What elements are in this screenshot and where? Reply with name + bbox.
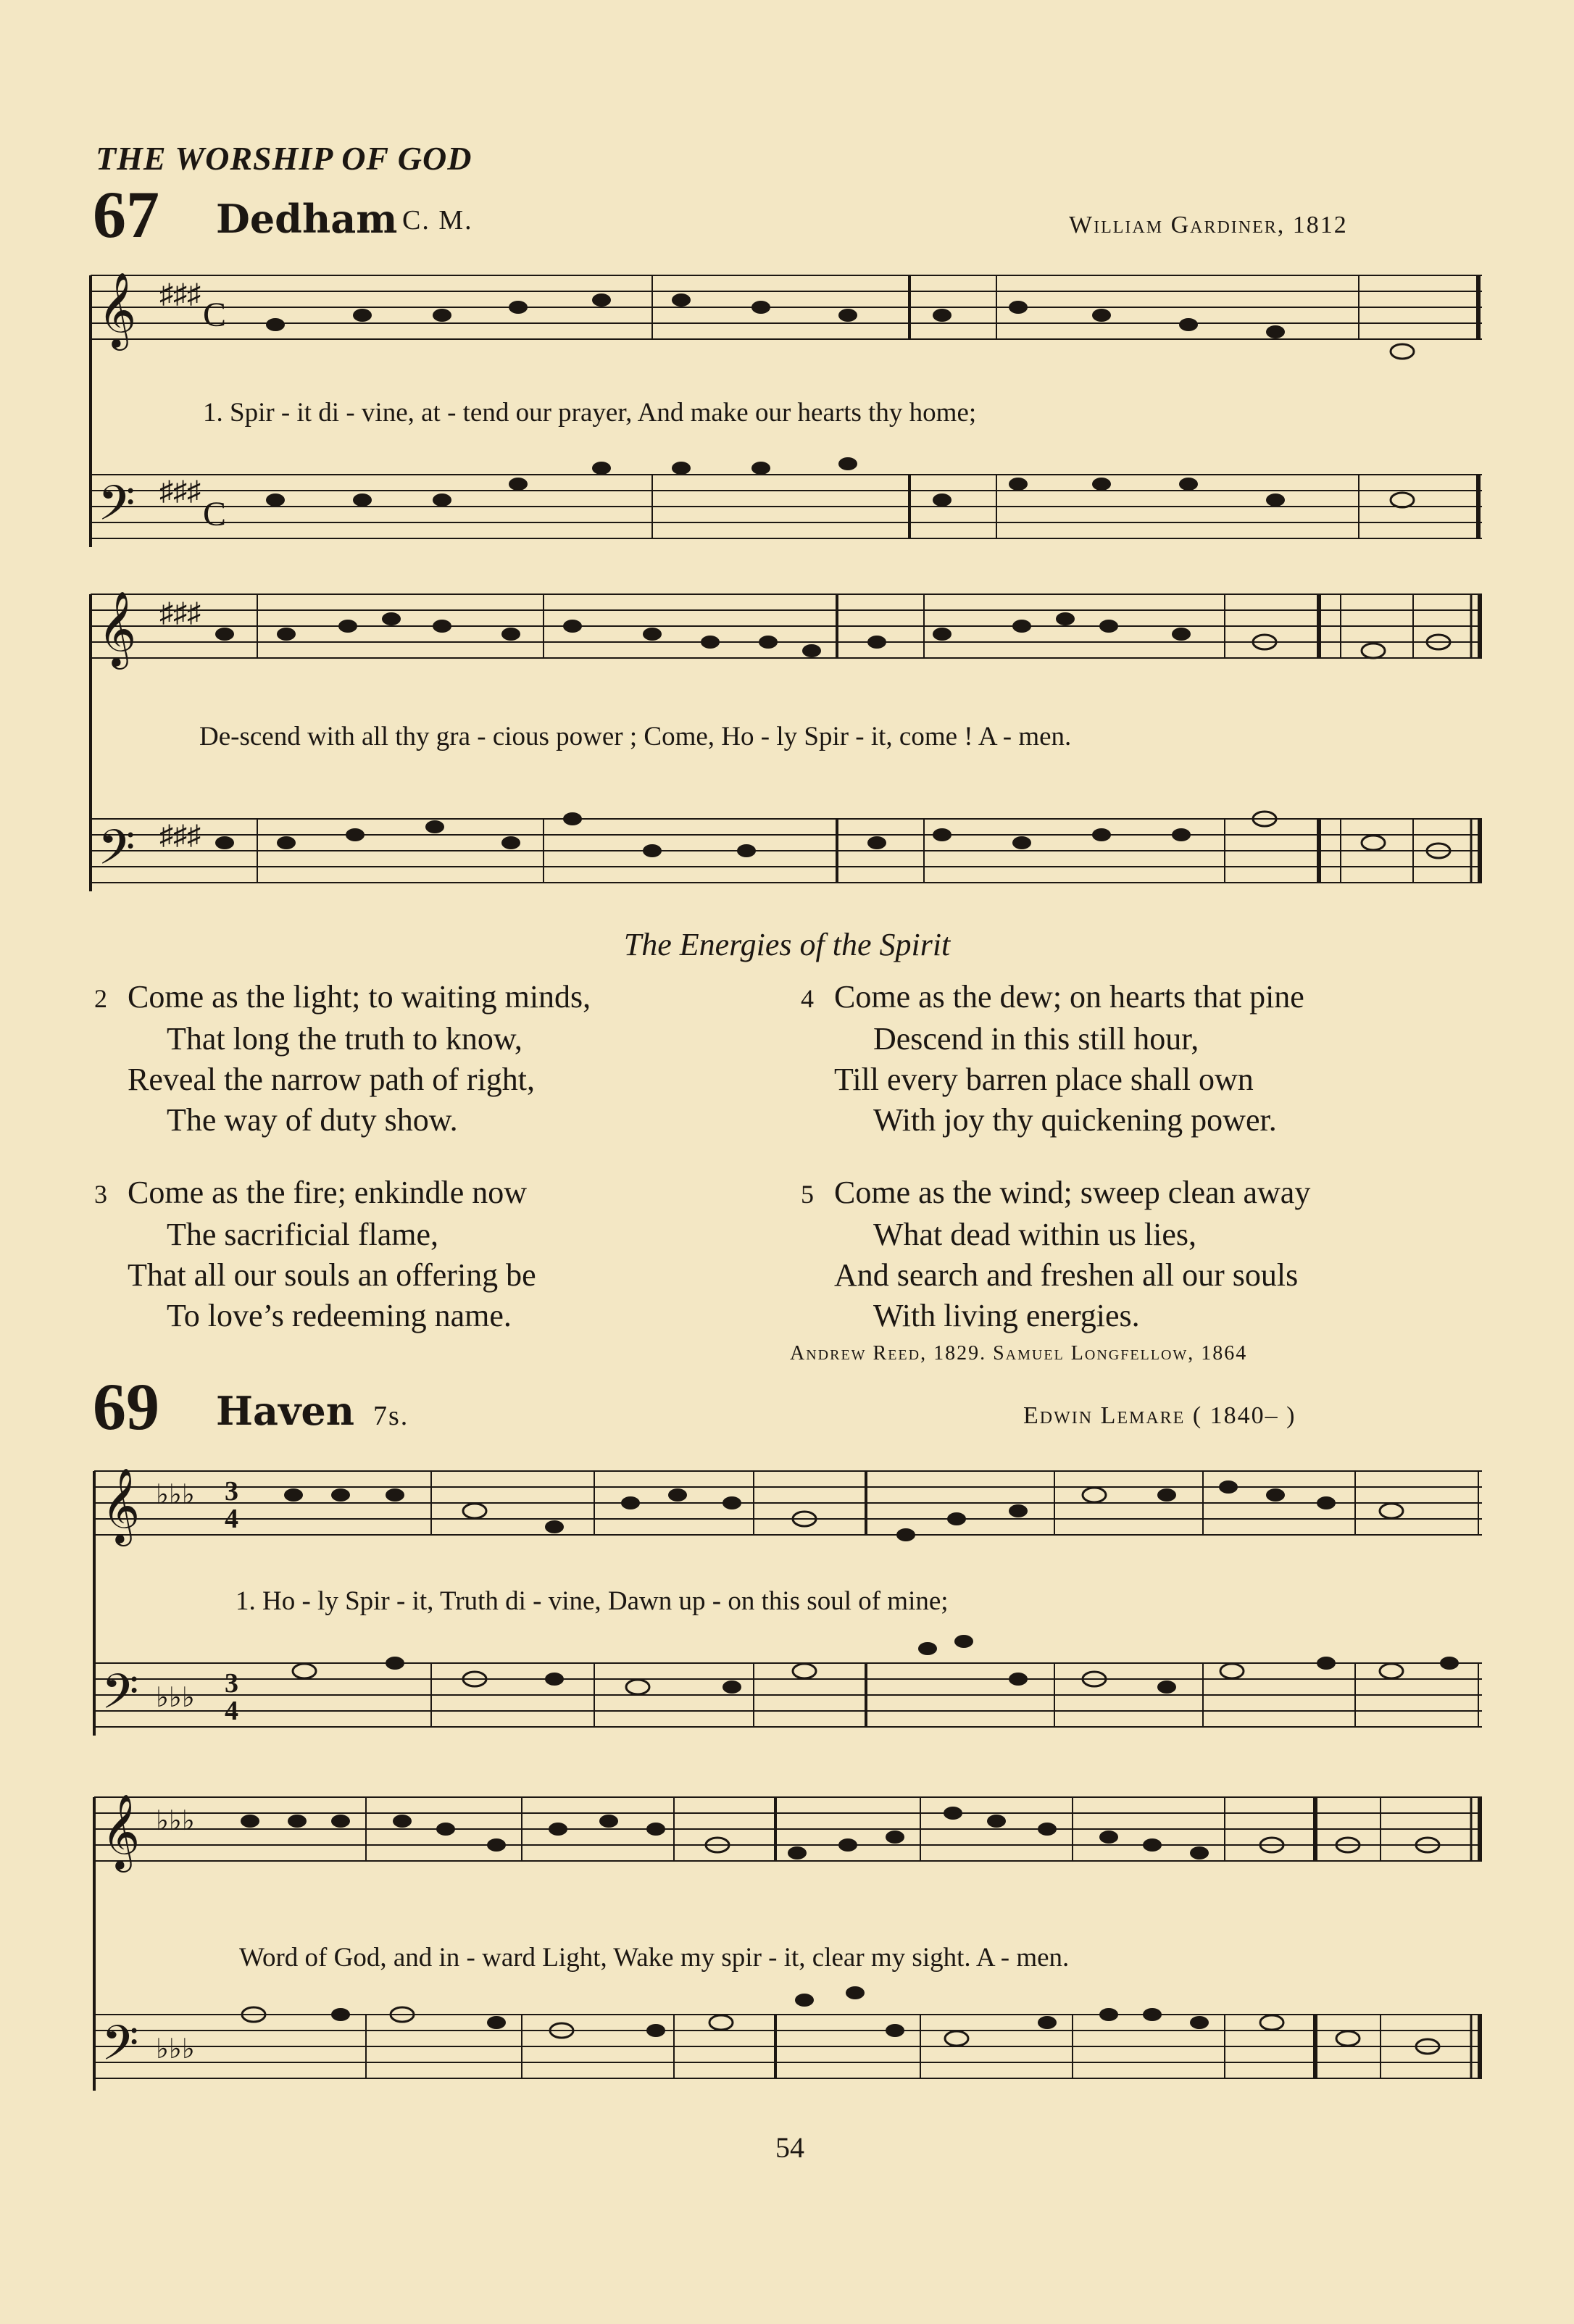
stanza-line: That long the truth to know,	[167, 1021, 522, 1057]
stanza-line: What dead within us lies,	[873, 1217, 1197, 1252]
svg-text:3: 3	[225, 1476, 238, 1507]
stanza-number: 5	[801, 1180, 814, 1209]
stanza-line: Descend in this still hour,	[873, 1021, 1199, 1057]
hymn-69-number: 69	[93, 1370, 159, 1444]
hymn-67-tune: Dedham	[216, 196, 398, 242]
stanza-3	[94, 1173, 536, 1336]
hymn-69-system-2	[0, 1772, 1574, 2105]
svg-text:4: 4	[225, 1696, 238, 1726]
stanza-number: 3	[94, 1180, 107, 1209]
hymn-69-lyric-line-2: Word of God, and in - ward Light, Wake my spir - it, clear my sight. A - men.	[239, 1943, 1070, 1973]
hymn-69-lyric-line-1: 1. Ho - ly Spir - it, Truth di - vine, Dawn up - on this soul of mine;	[236, 1586, 949, 1616]
stanza-number: 4	[801, 984, 814, 1013]
svg-text:𝄢: 𝄢	[98, 820, 136, 887]
hymn-69-tune: Haven	[216, 1388, 355, 1434]
stanza-5	[801, 1173, 1310, 1336]
svg-text:𝄞: 𝄞	[101, 1794, 141, 1870]
page-number: 54	[775, 2131, 804, 2164]
svg-text:♯♯♯: ♯♯♯	[159, 820, 201, 851]
svg-text:4: 4	[225, 1504, 238, 1534]
svg-text:𝄢: 𝄢	[101, 1664, 139, 1731]
hymn-67-meter: C. M.	[402, 205, 473, 236]
svg-text:𝄞: 𝄞	[98, 591, 137, 667]
svg-text:♯♯♯: ♯♯♯	[159, 598, 201, 628]
svg-text:♯♯♯: ♯♯♯	[159, 279, 201, 309]
stanza-line: Reveal the narrow path of right,	[128, 1062, 536, 1097]
svg-text:𝄞: 𝄞	[98, 272, 137, 348]
svg-text:3: 3	[225, 1668, 238, 1699]
stanza-line: Come as the dew; on hearts that pine	[834, 979, 1304, 1015]
svg-text:C: C	[203, 296, 227, 334]
svg-text:♭♭♭: ♭♭♭	[156, 2034, 195, 2065]
hymn-69-meter: 7s.	[373, 1401, 409, 1431]
hymn-67-subtitle: The Energies of the Spirit	[623, 927, 951, 962]
hymn-67-composer: William Gardiner, 1812	[1069, 212, 1348, 238]
stanza-line: Come as the light; to waiting minds,	[128, 979, 591, 1015]
hymn-69-composer: Edwin Lemare ( 1840– )	[1023, 1402, 1296, 1429]
stanza-line: And search and freshen all our souls	[834, 1257, 1299, 1293]
stanza-line: With living energies.	[873, 1298, 1140, 1333]
svg-text:♭♭♭: ♭♭♭	[156, 1806, 195, 1836]
svg-text:♭♭♭: ♭♭♭	[156, 1683, 195, 1713]
hymn-67-authors: Andrew Reed, 1829. Samuel Longfellow, 1864	[790, 1342, 1248, 1365]
svg-text:C: C	[203, 495, 227, 533]
svg-text:𝄢: 𝄢	[101, 2015, 139, 2083]
stanza-2	[94, 977, 591, 1141]
stanza-line: Come as the wind; sweep clean away	[834, 1175, 1311, 1210]
hymn-67-number: 67	[93, 178, 159, 251]
svg-text:𝄞: 𝄞	[101, 1467, 141, 1544]
stanza-line: With joy thy quickening power.	[873, 1102, 1277, 1138]
section-title: THE WORSHIP OF GOD	[96, 140, 472, 177]
stanza-line: The sacrificial flame,	[167, 1217, 439, 1252]
stanza-line: Come as the fire; enkindle now	[128, 1175, 528, 1210]
svg-text:♭♭♭: ♭♭♭	[156, 1480, 195, 1510]
stanza-line: Till every barren place shall own	[834, 1062, 1254, 1097]
stanza-line: That all our souls an offering be	[128, 1257, 536, 1293]
hymn-67-lyric-line-1: 1. Spir - it di - vine, at - tend our prayer, And make our hearts thy home;	[203, 398, 977, 428]
stanza-line: The way of duty show.	[167, 1102, 458, 1138]
hymn-67-lyric-line-2: De-scend with all thy gra - cious power ; Come, Ho - ly Spir - it, come ! A - men.	[199, 722, 1072, 751]
svg-text:𝄢: 𝄢	[98, 475, 136, 543]
stanza-4	[801, 977, 1304, 1141]
svg-text:♯♯♯: ♯♯♯	[159, 476, 201, 507]
stanza-line: To love’s redeeming name.	[167, 1298, 512, 1333]
stanza-number: 2	[94, 984, 107, 1013]
